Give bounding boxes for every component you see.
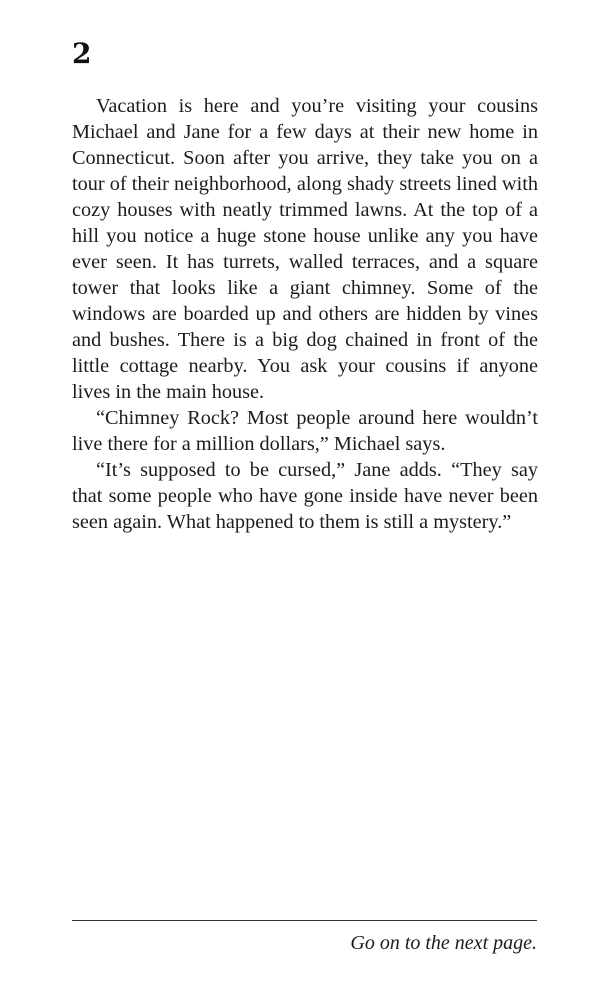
paragraph-michael-dialogue: “Chimney Rock? Most people around here wouldn’t live there for a million dollars,” Michael says. xyxy=(72,407,538,455)
next-page-prompt: Go on to the next page. xyxy=(350,932,537,954)
paragraph-jane-dialogue: “It’s supposed to be cursed,” Jane adds. “They say that some people who have gone inside have never been seen again. What happened to them is still a mystery.” xyxy=(72,459,538,533)
story-text xyxy=(72,93,538,535)
paragraph-intro: Vacation is here and you’re visiting your cousins Michael and Jane for a few days at their new home in Connecticut. Soon after you arrive, they take you on a tour of their neighborhood, along shady streets lined with cozy houses with neatly trimmed lawns. At the top of a hill you notice a huge stone house unlike any you have ever seen. It has turrets, walled terraces, and a square tower that looks like a giant chimney. Some of the windows are boarded up and others are hidden by vines and bushes. There is a big dog chained in front of the little cottage nearby. You ask your cousins if anyone lives in the main house. xyxy=(72,95,538,403)
page-number: 2 xyxy=(72,37,92,70)
footer-divider xyxy=(72,920,537,921)
